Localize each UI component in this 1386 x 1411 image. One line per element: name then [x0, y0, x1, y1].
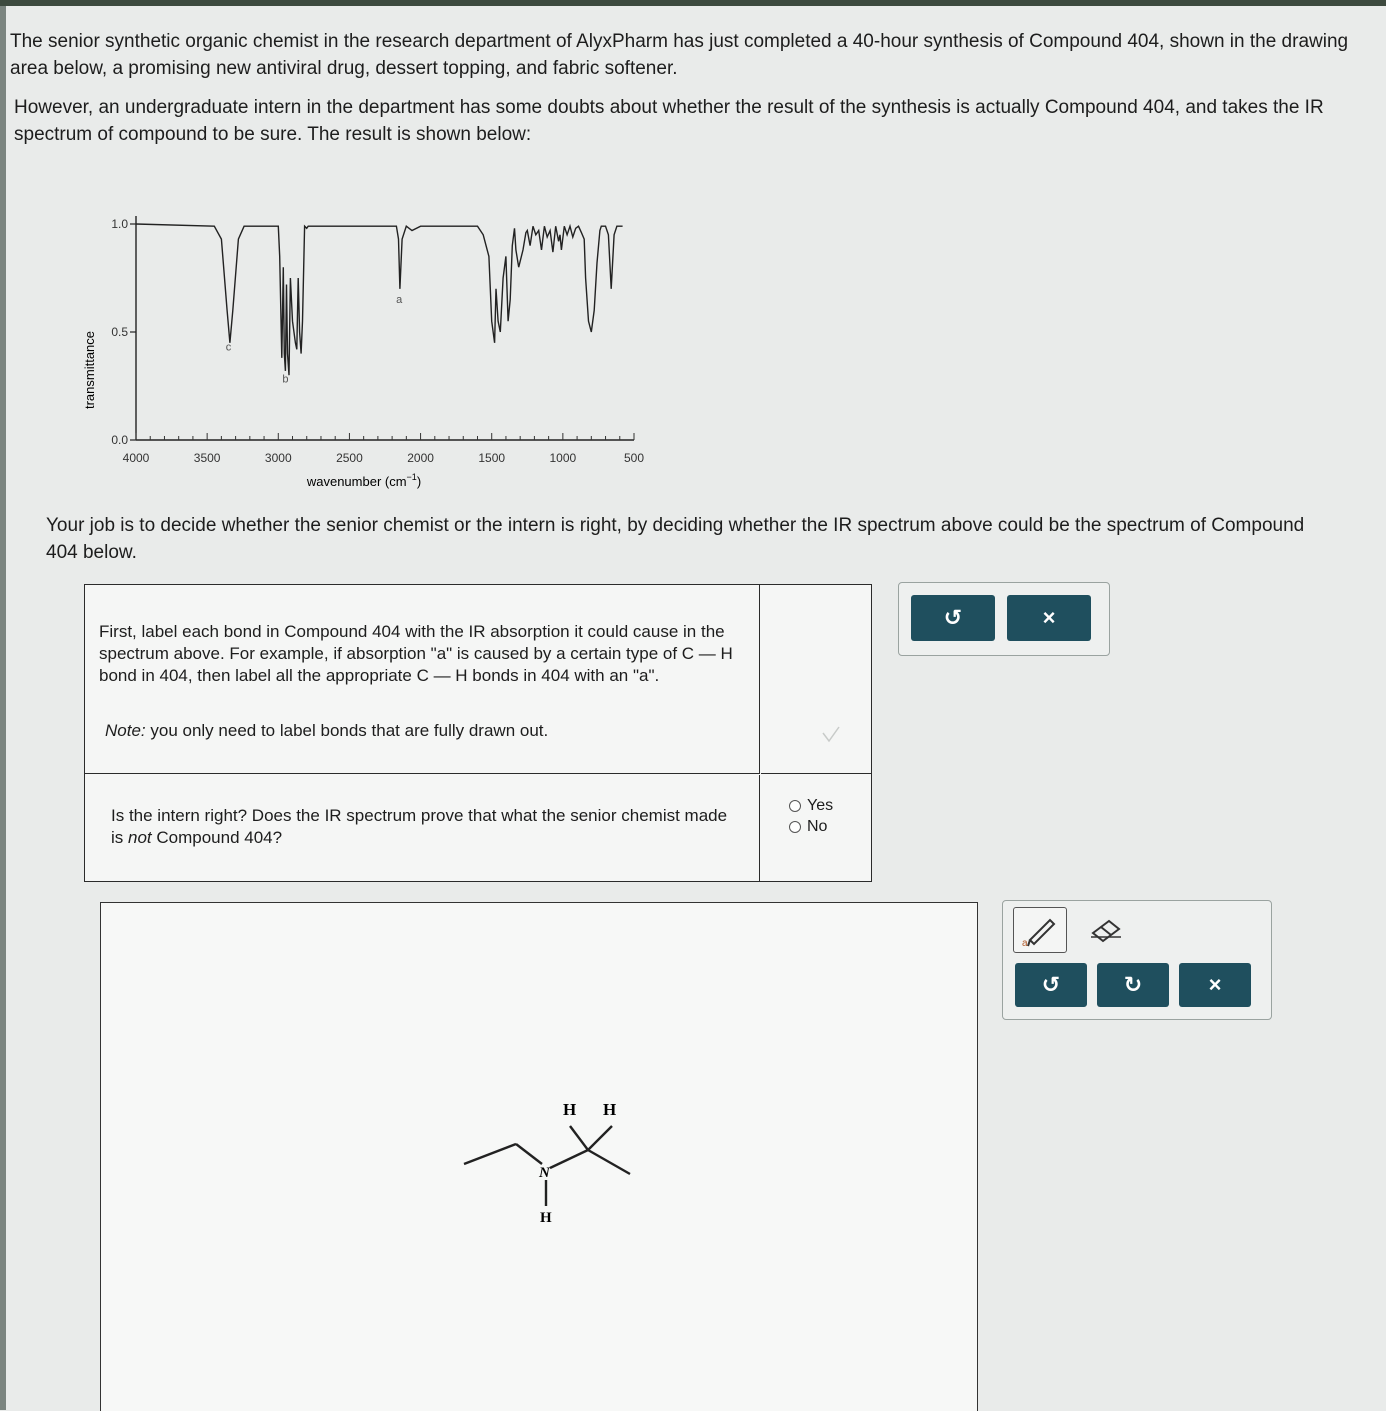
question-2-answer-cell	[761, 775, 871, 881]
bond-c-ch3[interactable]	[588, 1150, 630, 1174]
task-instructions: Your job is to decide whether the senior chemist or the intern is right, by deciding whether the IR spectrum above could be the spectrum of Compound 404 below.	[46, 515, 1305, 563]
question-1-text: First, label each bond in Compound 404 with the IR absorption it could cause in the spectrum above. For example, if absorption "a" is caused by a certain type of C — H bond in 404, then label all the appropriate C — H bonds in 404 with an "a".	[99, 622, 733, 685]
radio-no-circle[interactable]	[789, 821, 801, 833]
peak-label-a: a	[396, 293, 403, 306]
atom-h-2: H	[603, 1100, 617, 1119]
question-2-text-part1: Is the intern right? Does the IR spectrum prove that what the senior chemist made is	[111, 806, 728, 847]
bond-ch3-ch2[interactable]	[464, 1144, 516, 1164]
x-axis-label-end: )	[416, 474, 422, 489]
atom-h-1: H	[563, 1100, 577, 1119]
question-2-emphasis: not	[128, 828, 152, 847]
radio-no[interactable]	[789, 818, 827, 836]
ir-spectrum-chart	[78, 200, 678, 500]
x-axis-label	[306, 472, 421, 489]
bond-n-c[interactable]	[550, 1150, 588, 1168]
x-axis-label-exponent: −1	[406, 472, 417, 482]
answer-toolbar	[898, 582, 1110, 656]
x-tick-label: 3500	[193, 451, 221, 465]
x-tick-label: 1500	[478, 451, 506, 465]
y-ticks	[111, 217, 136, 447]
eraser-tool[interactable]	[1079, 907, 1131, 951]
radio-yes-label: Yes	[807, 797, 834, 814]
atom-h-3: H	[540, 1210, 552, 1226]
note-text: you only need to label bonds that are fully drawn out.	[145, 721, 549, 740]
question-2-text-part2: Compound 404?	[151, 828, 283, 847]
y-tick-label: 0.5	[111, 325, 128, 339]
radio-yes-circle[interactable]	[789, 800, 801, 812]
pencil-tag: a	[1022, 938, 1028, 948]
question-1-cell	[85, 585, 760, 774]
y-tick-label: 0.0	[111, 433, 128, 447]
window-top-edge	[0, 0, 1386, 6]
draw-undo-button[interactable]: ↺	[1015, 963, 1087, 1007]
question-1-status-cell	[761, 585, 871, 774]
drawing-toolbar	[1002, 900, 1272, 1020]
check-mark-icon	[761, 585, 871, 773]
note-label: Note:	[105, 721, 146, 740]
y-tick-label: 1.0	[111, 217, 128, 231]
compound-404-structure[interactable]	[450, 1088, 650, 1238]
x-tick-label: 1000	[549, 451, 577, 465]
spectrum-line	[136, 224, 623, 375]
peak-labels	[226, 294, 403, 386]
bond-c-h-left[interactable]	[570, 1126, 588, 1150]
chart-axes	[136, 216, 634, 440]
pencil-label-tool[interactable]	[1013, 907, 1067, 953]
y-axis-label: transmittance	[82, 330, 97, 410]
x-ticks	[123, 433, 645, 465]
draw-redo-button[interactable]: ↻	[1097, 963, 1169, 1007]
peak-label-b: b	[282, 373, 289, 386]
question-2-cell	[85, 775, 760, 881]
question-table	[84, 584, 872, 882]
bond-ch2-n[interactable]	[516, 1144, 542, 1164]
x-axis-label-text: wavenumber (cm	[306, 474, 407, 489]
radio-no-label: No	[807, 818, 828, 835]
x-tick-label: 2500	[336, 451, 363, 465]
question-1-note	[105, 721, 548, 741]
intro-paragraph-1: The senior synthetic organic chemist in the research department of AlyxPharm has just completed a 40-hour synthesis of Compound 404, shown in the drawing area below, a promising new antiviral drug, dessert topping, and fabric softener.	[10, 31, 1349, 79]
question-2-text	[111, 805, 741, 849]
draw-clear-button[interactable]: ×	[1179, 963, 1251, 1007]
eraser-icon	[1083, 911, 1127, 947]
pencil-icon	[1020, 912, 1060, 948]
bond-c-h-right[interactable]	[588, 1126, 612, 1150]
x-tick-label: 2000	[407, 451, 434, 465]
x-tick-label: 4000	[122, 451, 150, 465]
undo-button[interactable]: ↺	[911, 595, 995, 641]
x-tick-label: 500	[623, 451, 645, 465]
clear-button[interactable]: ×	[1007, 595, 1091, 641]
atom-n: N	[539, 1165, 550, 1181]
intro-paragraph-2: However, an undergraduate intern in the department has some doubts about whether the result of the synthesis is actually Compound 404, and takes the IR spectrum of compound to be sure. The result is shown below:	[14, 97, 1324, 145]
peak-label-c: c	[225, 341, 232, 354]
x-tick-label: 3000	[264, 451, 292, 465]
radio-yes[interactable]	[789, 797, 833, 815]
screen-left-edge	[0, 6, 6, 1410]
